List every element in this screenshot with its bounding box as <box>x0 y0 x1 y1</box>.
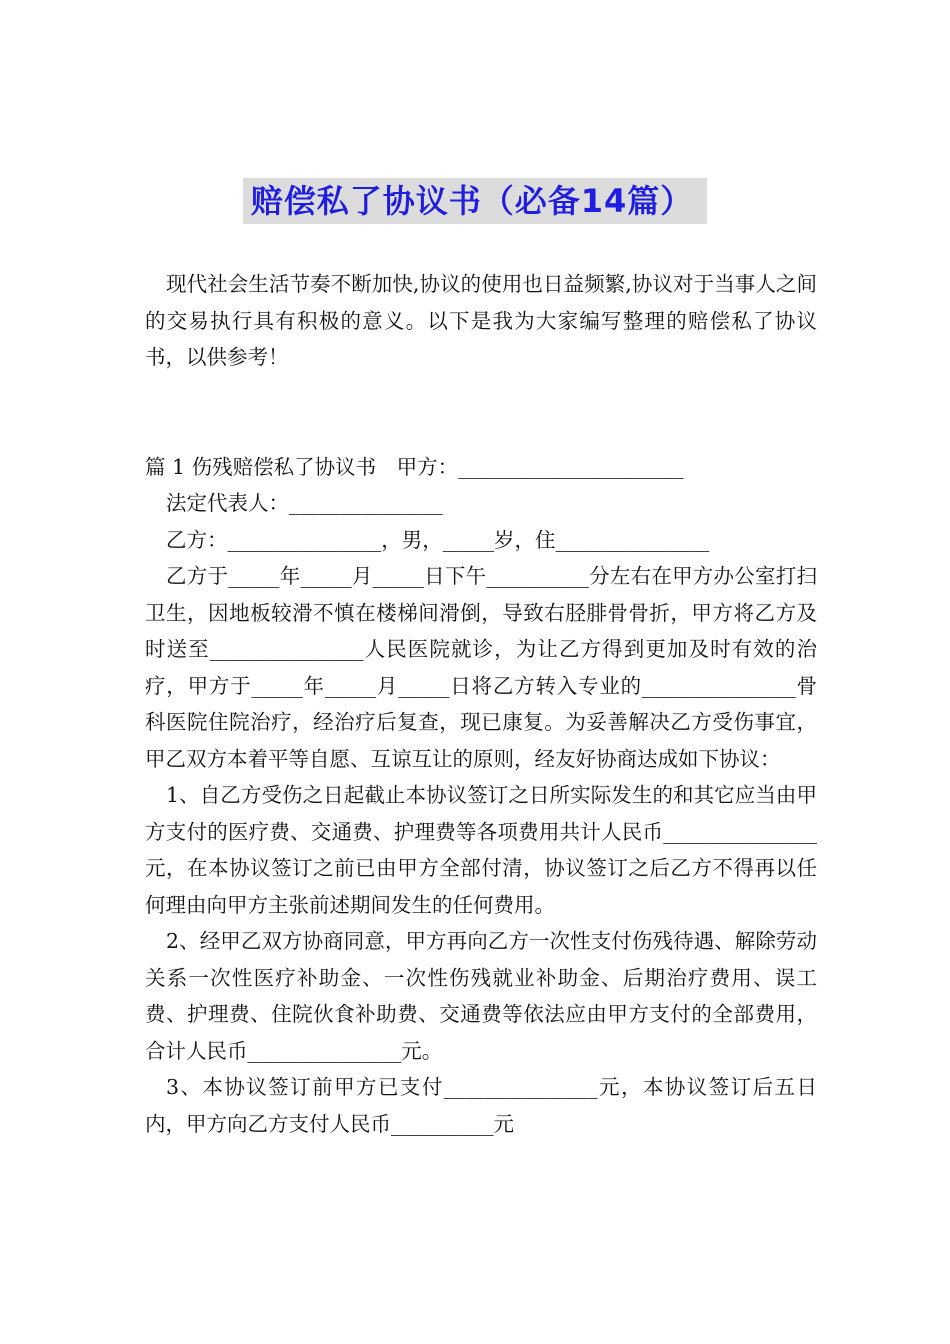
party-b-line: 乙方：_______________，男，_____岁，住_______________ <box>166 527 710 552</box>
clause-1: 1、自乙方受伤之日起截止本协议签订之日所实际发生的和其它应当由甲方支付的医疗费、交通费、护理费等各项费用共计人民币_______________元，在本协议签订之前已由甲方全部付清，协议签订之后乙方不得再以任何理由向甲方主张前述期间发生的任何费用。 <box>145 783 817 917</box>
clause-2: 2、经甲乙双方协商同意，甲方再向乙方一次性支付伤残待遇、解除劳动关系一次性医疗补助金、一次性伤残就业补助金、后期治疗费用、误工费、护理费、住院伙食补助费、交通费等依法应由甲方支付的全部费用，合计人民币_______________元。 <box>145 929 817 1063</box>
document-title: 赔偿私了协议书（必备14篇） <box>243 178 708 224</box>
intro-paragraph: 现代社会生活节奏不断加快,协议的使用也日益频繁,协议对于当事人之间的交易执行具有积极的意义。以下是我为大家编写整理的赔偿私了协议书，以供参考！ <box>145 272 817 369</box>
legal-representative-line: 法定代表人：_______________ <box>166 491 443 515</box>
document-body <box>145 266 817 1142</box>
clause-3: 3、本协议签订前甲方已支付_______________元，本协议签订后五日内，甲方向乙方支付人民币__________元 <box>145 1075 817 1136</box>
title-block <box>0 178 950 224</box>
section-heading: 篇 1 伤残赔偿私了协议书 甲方：______________________ <box>145 454 684 479</box>
paragraph-spacer <box>145 376 817 449</box>
incident-paragraph: 乙方于_____年_____月_____日下午__________分左右在甲方办公室打扫卫生，因地板较滑不慎在楼梯间滑倒，导致右胫腓骨骨折，甲方将乙方及时送至_______________人民医院就诊，为让乙方得到更加及时有效的治疗，甲方于_____年_____月_____日将乙方转入专业的_______________骨科医院住院治疗，经治疗后复查，现已康复。为妥善解决乙方受伤事宜，甲乙双方本着平等自愿、互谅互让的原则，经友好协商达成如下协议： <box>145 564 817 771</box>
